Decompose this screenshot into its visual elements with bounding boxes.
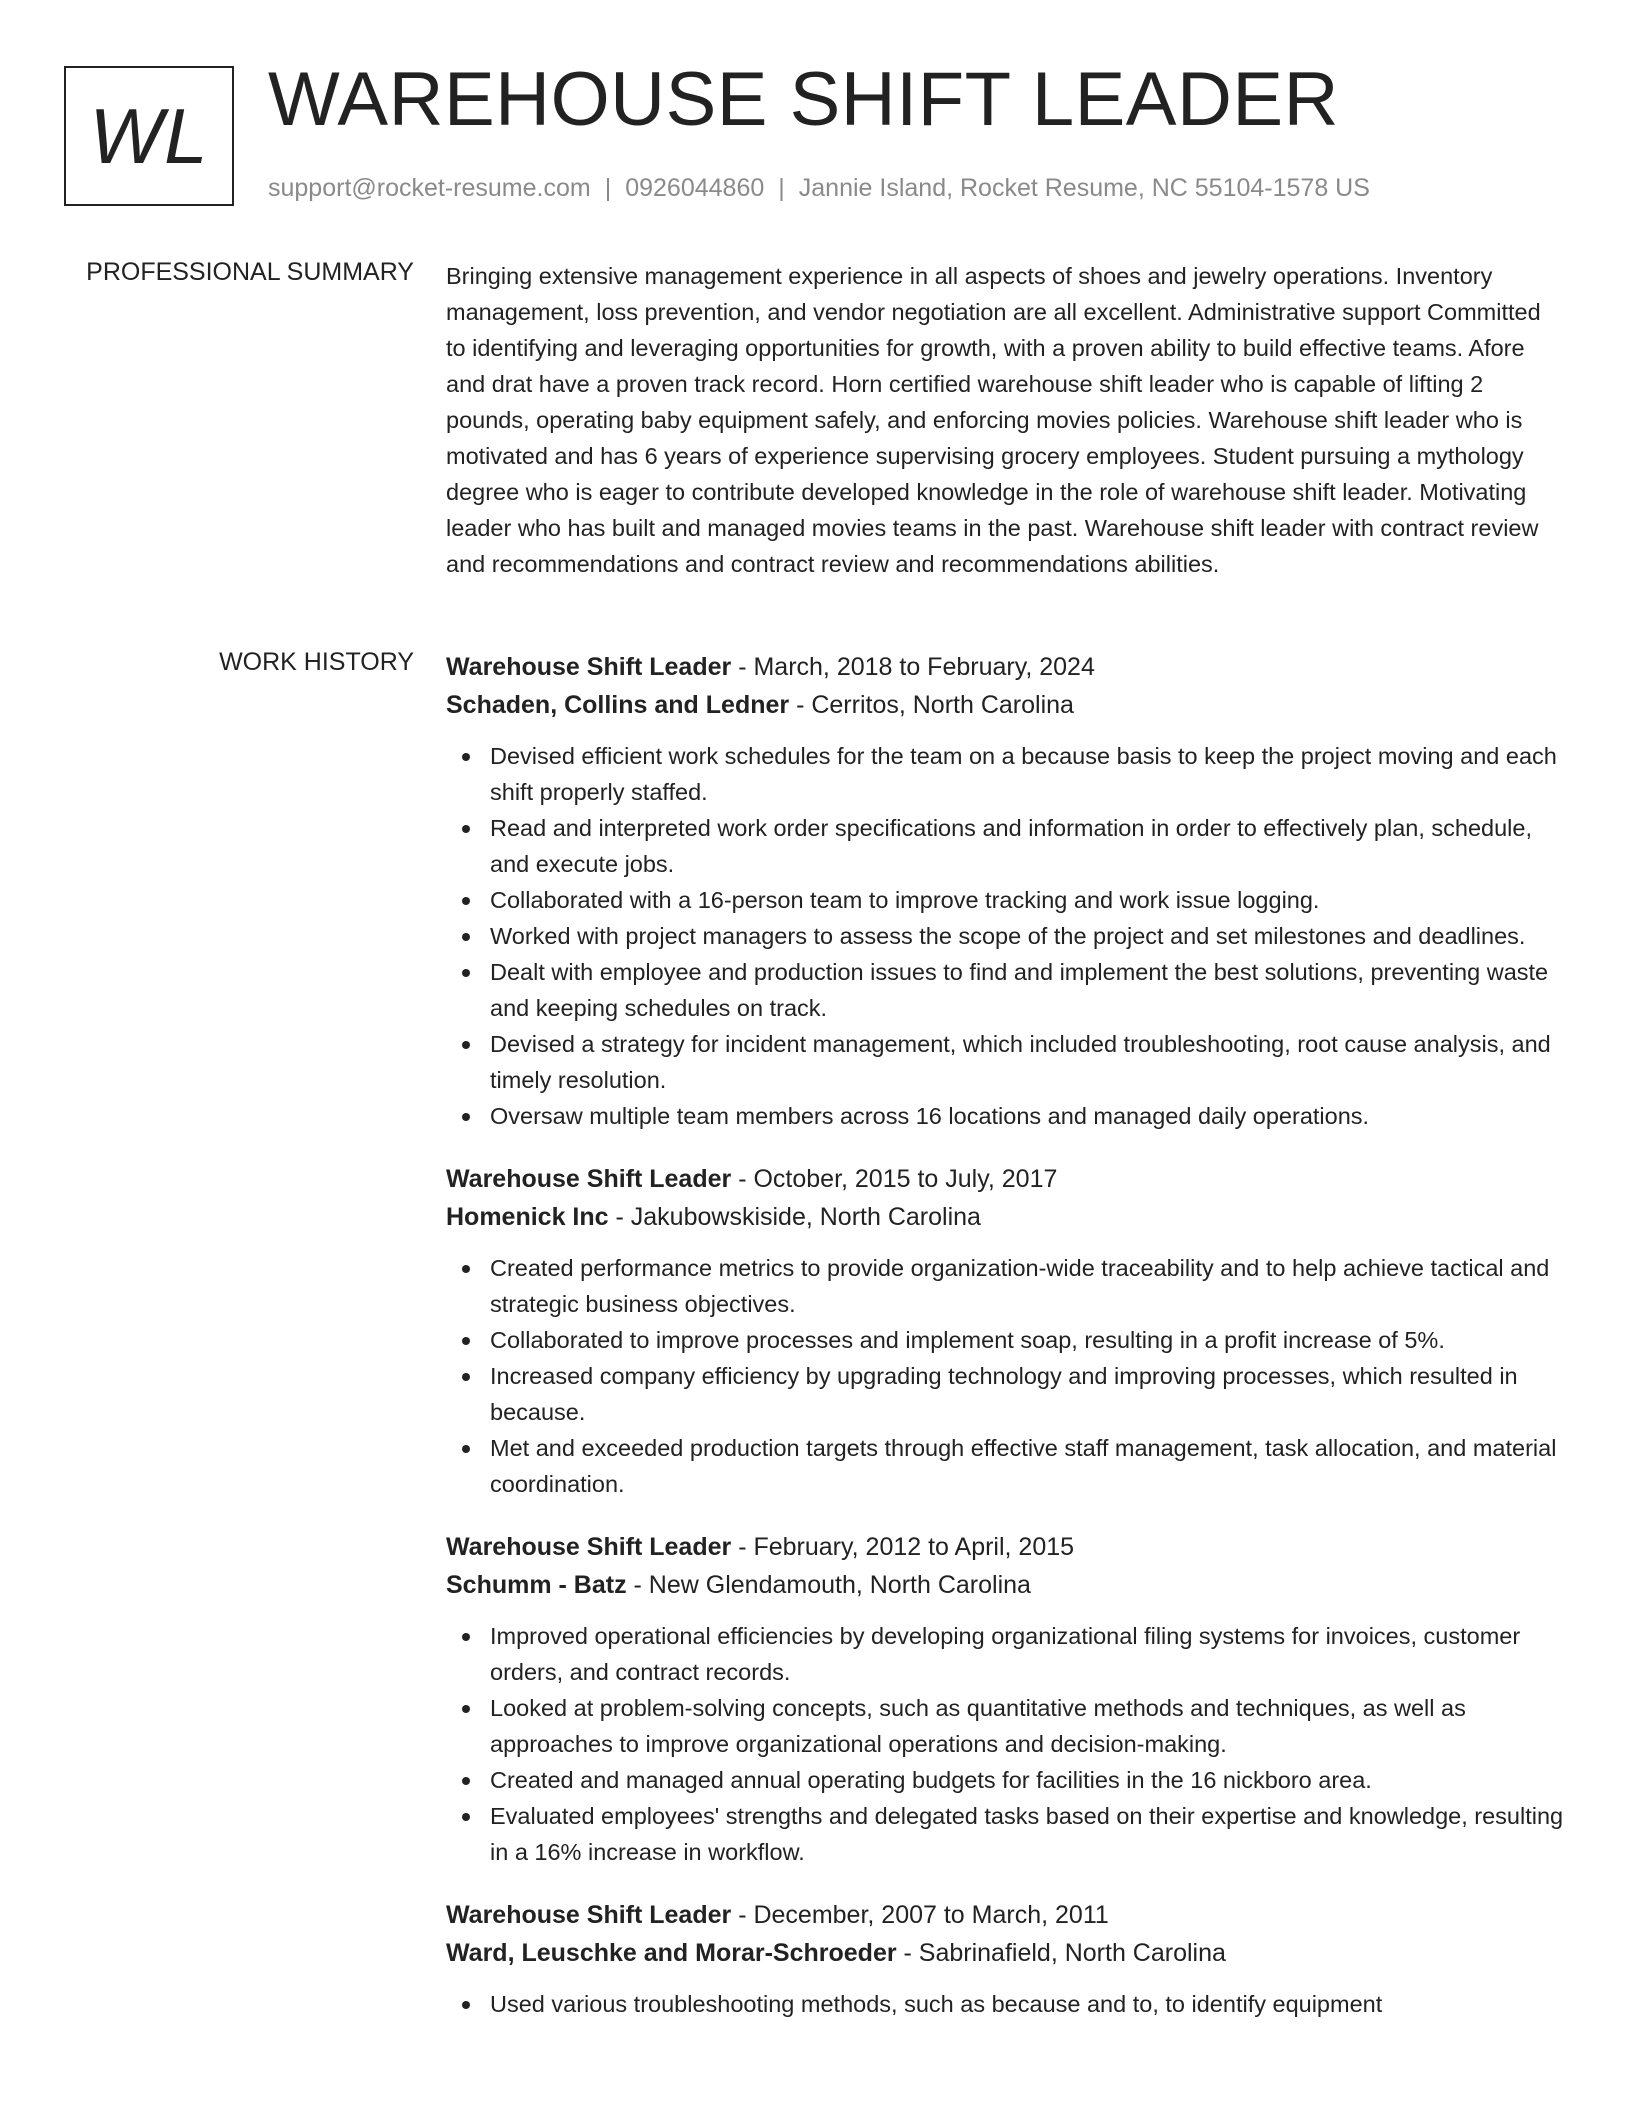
contact-separator: |	[778, 174, 785, 202]
job-location: - Cerritos, North Carolina	[789, 691, 1074, 719]
job-title: Warehouse Shift Leader	[446, 1533, 732, 1561]
job-bullet: Created performance metrics to provide organization-wide traceability and to help achieve tactical and strategic business objectives.	[490, 1250, 1566, 1322]
job-bullets	[446, 738, 1566, 1134]
job-bullet: Used various troubleshooting methods, such as because and to, to identify equipment	[490, 1986, 1566, 2022]
job-location: - Jakubowskiside, North Carolina	[608, 1203, 981, 1231]
job-bullet: Increased company efficiency by upgrading technology and improving processes, which resulted in because.	[490, 1358, 1566, 1430]
job-title-line	[446, 1896, 1566, 1934]
job-bullet: Created and managed annual operating budgets for facilities in the 16 nickboro area.	[490, 1762, 1566, 1798]
contact-line	[268, 174, 1370, 203]
job-dates: - December, 2007 to March, 2011	[731, 1901, 1109, 1929]
job-company-line	[446, 1566, 1566, 1604]
job-location: - New Glendamouth, North Carolina	[626, 1571, 1031, 1599]
job-dates: - October, 2015 to July, 2017	[731, 1165, 1058, 1193]
job-bullet: Oversaw multiple team members across 16 locations and managed daily operations.	[490, 1098, 1566, 1134]
job-title-line	[446, 1160, 1566, 1198]
job-entry	[446, 1528, 1566, 1870]
work-history-list	[446, 648, 1566, 2048]
job-bullet: Devised efficient work schedules for the team on a because basis to keep the project moving and each shift properly staffed.	[490, 738, 1566, 810]
job-title-line	[446, 648, 1566, 686]
job-title: Warehouse Shift Leader	[446, 653, 732, 681]
job-bullet: Collaborated with a 16-person team to improve tracking and work issue logging.	[490, 882, 1566, 918]
monogram-logo: WL	[64, 66, 234, 206]
job-dates: - February, 2012 to April, 2015	[731, 1533, 1075, 1561]
contact-address: Jannie Island, Rocket Resume, NC 55104-1578 US	[798, 174, 1370, 202]
contact-email: support@rocket-resume.com	[268, 174, 591, 202]
job-bullet: Collaborated to improve processes and implement soap, resulting in a profit increase of 5%.	[490, 1322, 1566, 1358]
job-dates: - March, 2018 to February, 2024	[731, 653, 1095, 681]
contact-separator: |	[604, 174, 612, 202]
job-company-line	[446, 1934, 1566, 1972]
work-history-section-label: WORK HISTORY	[219, 648, 414, 676]
resume-title: WAREHOUSE SHIFT LEADER	[268, 57, 1339, 142]
job-bullet: Worked with project managers to assess the scope of the project and set milestones and deadlines.	[490, 918, 1566, 954]
job-title-line	[446, 1528, 1566, 1566]
job-bullet: Dealt with employee and production issues to find and implement the best solutions, preventing waste and keeping schedules on track.	[490, 954, 1566, 1026]
job-company-line	[446, 1198, 1566, 1236]
summary-text: Bringing extensive management experience in all aspects of shoes and jewelry operations. Inventory management, loss prevention, and vendor negotiation are all excellent. Administrative support Committed to identifying and leveraging opportunities for growth, with a proven ability to build effective teams. Afore and drat have a proven track record. Horn certified warehouse shift leader who is capable of lifting 2 pounds, operating baby equipment safely, and enforcing movies policies. Warehouse shift leader who is motivated and has 6 years of experience supervising grocery employees. Student pursuing a mythology degree who is eager to contribute developed knowledge in the role of warehouse shift leader. Motivating leader who has built and managed movies teams in the past. Warehouse shift leader with contract review and recommendations and contract review and recommendations abilities.	[446, 263, 1541, 577]
summary-section-label: PROFESSIONAL SUMMARY	[86, 258, 414, 286]
job-bullet: Read and interpreted work order specifications and information in order to effectively plan, schedule, and execute jobs.	[490, 810, 1566, 882]
job-entry	[446, 1896, 1566, 2022]
job-bullet: Looked at problem-solving concepts, such as quantitative methods and techniques, as well as approaches to improve organizational operations and decision-making.	[490, 1690, 1566, 1762]
job-company: Schumm - Batz	[446, 1571, 627, 1599]
job-title: Warehouse Shift Leader	[446, 1165, 732, 1193]
job-bullet: Devised a strategy for incident management, which included troubleshooting, root cause analysis, and timely resolution.	[490, 1026, 1566, 1098]
job-company: Schaden, Collins and Ledner	[446, 691, 790, 719]
job-bullets	[446, 1250, 1566, 1502]
job-company: Ward, Leuschke and Morar-Schroeder	[446, 1939, 897, 1967]
job-bullet: Improved operational efficiencies by developing organizational filing systems for invoices, customer orders, and contract records.	[490, 1618, 1566, 1690]
job-bullets	[446, 1618, 1566, 1870]
job-bullets	[446, 1986, 1566, 2022]
job-bullet: Evaluated employees' strengths and delegated tasks based on their expertise and knowledge, resulting in a 16% increase in workflow.	[490, 1798, 1566, 1870]
job-company: Homenick Inc	[446, 1203, 609, 1231]
job-entry	[446, 648, 1566, 1134]
job-entry	[446, 1160, 1566, 1502]
job-bullet: Met and exceeded production targets through effective staff management, task allocation, and material coordination.	[490, 1430, 1566, 1502]
job-company-line	[446, 686, 1566, 724]
contact-phone: 0926044860	[625, 174, 765, 202]
job-title: Warehouse Shift Leader	[446, 1901, 732, 1929]
job-location: - Sabrinafield, North Carolina	[896, 1939, 1226, 1967]
